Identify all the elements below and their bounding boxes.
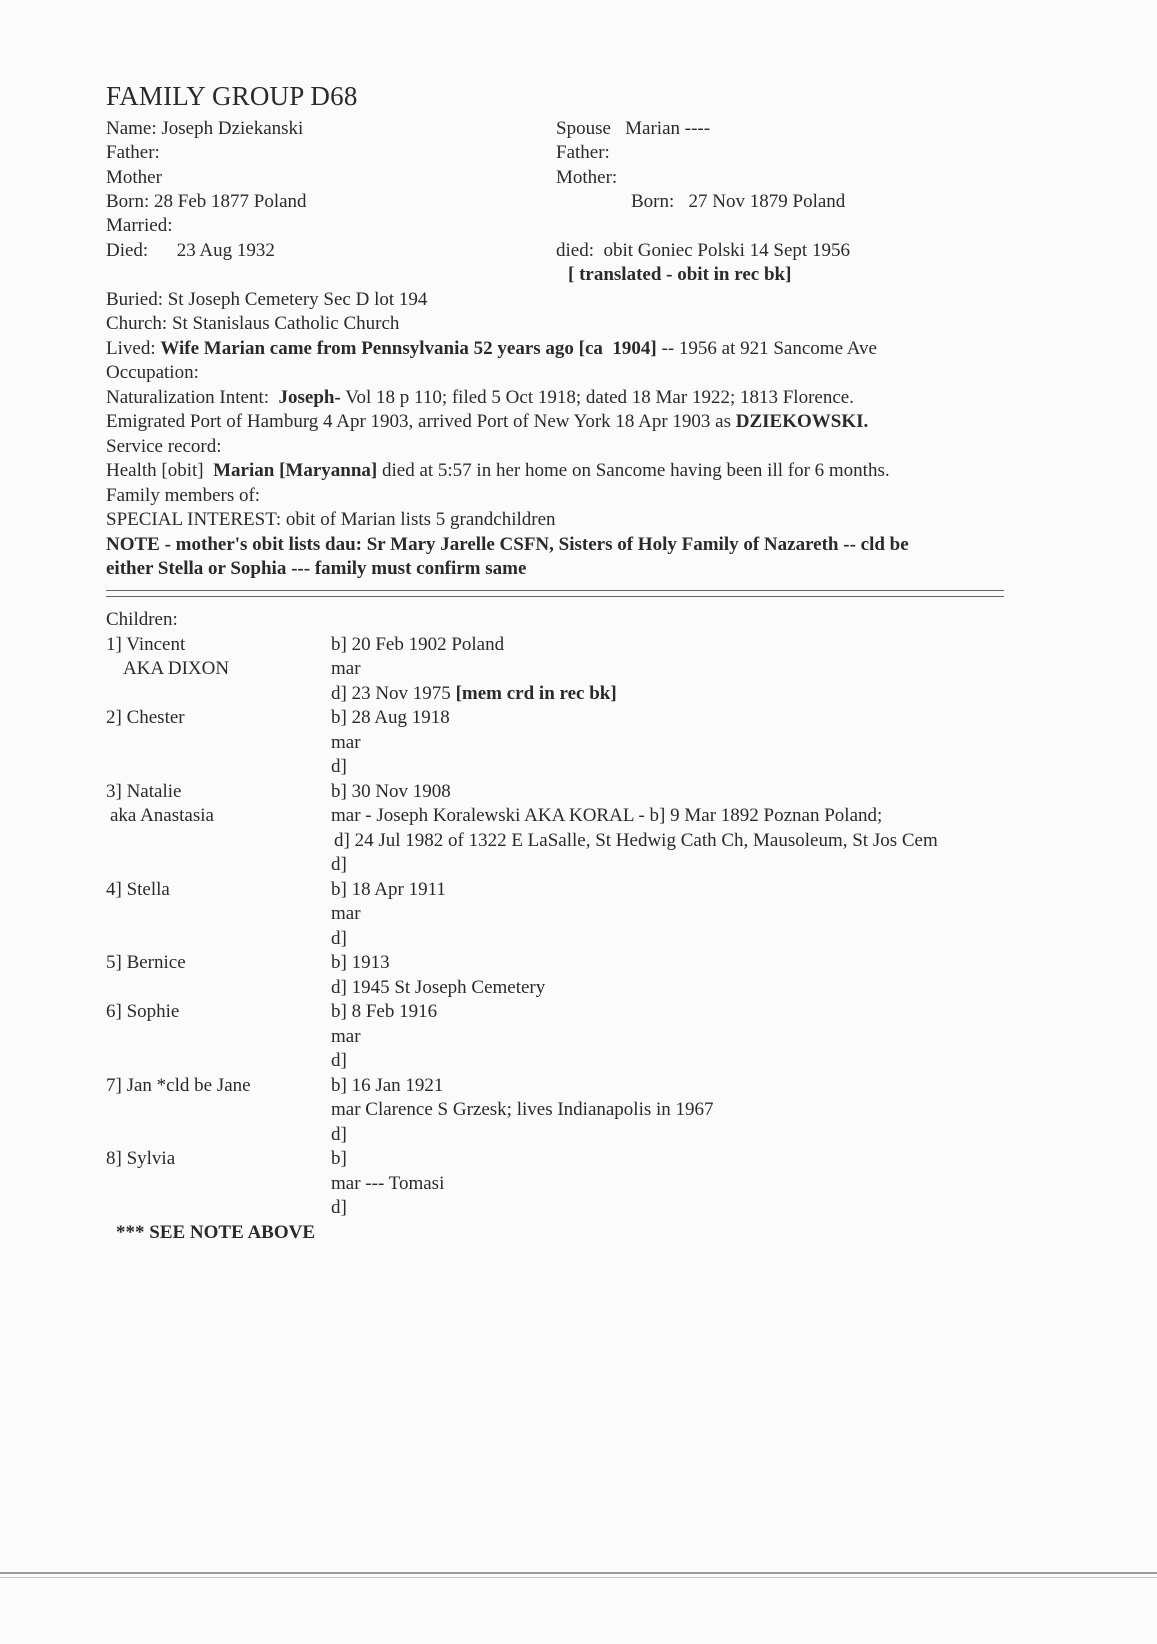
page-title: FAMILY GROUP D68 [106,81,358,111]
child-detail: b] 20 Feb 1902 Poland [331,634,505,655]
husband-father: Father: [106,142,160,163]
spouse-born: Born: 27 Nov 1879 Poland [631,191,846,212]
child-detail: d] 1945 St Joseph Cemetery [331,977,546,998]
double-rule-divider [106,590,1004,597]
child-detail: d] [331,854,347,875]
child-detail: b] 28 Aug 1918 [331,707,450,728]
emigrated-text: Emigrated Port of Hamburg 4 Apr 1903, arrived Port of New York 18 Apr 1903 as [106,411,736,432]
child-name: 2] Chester [106,707,185,728]
lived-bold: Wife Marian came from Pennsylvania 52 years ago [ca 1904] [160,338,657,359]
spouse-mother: Mother: [556,167,618,188]
occupation-line: Occupation: [106,362,199,383]
health-line [106,459,890,483]
naturalization-bold: Joseph- [278,387,341,408]
child-detail: b] 1913 [331,952,390,973]
child-detail: b] [331,1148,347,1169]
child-detail: b] 30 Nov 1908 [331,781,451,802]
child-name: 4] Stella [106,879,170,900]
lived-label: Lived: [106,338,161,359]
child-death-date: d] 23 Nov 1975 [331,683,456,704]
child-alias: AKA DIXON [123,658,230,679]
child-detail: mar - Joseph Koralewski AKA KORAL - b] 9 Mar 1892 Poznan Poland; [331,805,883,826]
scan-edge-line-faint [0,1577,1157,1578]
husband-died: Died: 23 Aug 1932 [106,240,275,261]
emigrated-bold: DZIEKOWSKI. [735,411,869,432]
child-name: 1] Vincent [106,634,186,655]
family-members-line: Family members of: [106,485,261,506]
naturalization-label: Naturalization Intent: [106,387,279,408]
child-detail: b] 18 Apr 1911 [331,879,446,900]
spouse-died-note: [ translated - obit in rec bk] [568,264,792,285]
child-detail: mar [331,1026,361,1047]
naturalization-rest: Vol 18 p 110; filed 5 Oct 1918; dated 18 Mar 1922; 1813 Florence. [340,387,854,408]
child-detail: mar [331,732,361,753]
child-detail: d] [331,1124,347,1145]
spouse-name: Spouse Marian ---- [556,118,711,139]
child-name: 6] Sophie [106,1001,180,1022]
child-name: 8] Sylvia [106,1148,176,1169]
child-detail: mar [331,658,361,679]
buried-line: Buried: St Joseph Cemetery Sec D lot 194 [106,289,428,310]
spouse-died: died: obit Goniec Polski 14 Sept 1956 [556,240,850,261]
child-name: 7] Jan *cld be Jane [106,1075,251,1096]
child-detail: d] [331,928,347,949]
special-interest-line: SPECIAL INTEREST: obit of Marian lists 5 grandchildren [106,509,556,530]
child-alias: aka Anastasia [110,805,214,826]
child-detail: d] [331,1050,347,1071]
child-detail: mar Clarence S Grzesk; lives Indianapolis in 1967 [331,1099,714,1120]
child-name: 3] Natalie [106,781,182,802]
husband-born: Born: 28 Feb 1877 Poland [106,191,307,212]
scan-edge-line [0,1572,1157,1574]
child-detail: d] [331,1197,347,1218]
child-detail: d] 24 Jul 1982 of 1322 E LaSalle, St Hedwig Cath Ch, Mausoleum, St Jos Cem [334,830,938,851]
husband-name: Name: Joseph Dziekanski [106,118,304,139]
health-label: Health [obit] [106,460,214,481]
child-detail: mar --- Tomasi [331,1173,445,1194]
child-death-note: [mem crd in rec bk] [455,683,617,704]
note-line-2: either Stella or Sophia --- family must confirm same [106,558,527,579]
service-line: Service record: [106,436,222,457]
child-detail: b] 8 Feb 1916 [331,1001,438,1022]
naturalization-line [106,386,854,410]
husband-mother: Mother [106,167,162,188]
health-rest: died at 5:57 in her home on Sancome having been ill for 6 months. [377,460,890,481]
lived-line [106,337,877,361]
church-line: Church: St Stanislaus Catholic Church [106,313,400,334]
note-line-1: NOTE - mother's obit lists dau: Sr Mary Jarelle CSFN, Sisters of Holy Family of Nazareth -- cld be [106,534,909,555]
see-note-above: *** SEE NOTE ABOVE [116,1222,316,1243]
emigrated-line [106,410,868,434]
child-name: 5] Bernice [106,952,186,973]
lived-rest: -- 1956 at 921 Sancome Ave [656,338,877,359]
spouse-father: Father: [556,142,610,163]
child-detail: d] [331,756,347,777]
husband-married: Married: [106,215,173,236]
child-detail [331,682,617,706]
child-detail: b] 16 Jan 1921 [331,1075,444,1096]
health-bold: Marian [Maryanna] [213,460,378,481]
child-detail: mar [331,903,361,924]
children-header: Children: [106,609,178,630]
